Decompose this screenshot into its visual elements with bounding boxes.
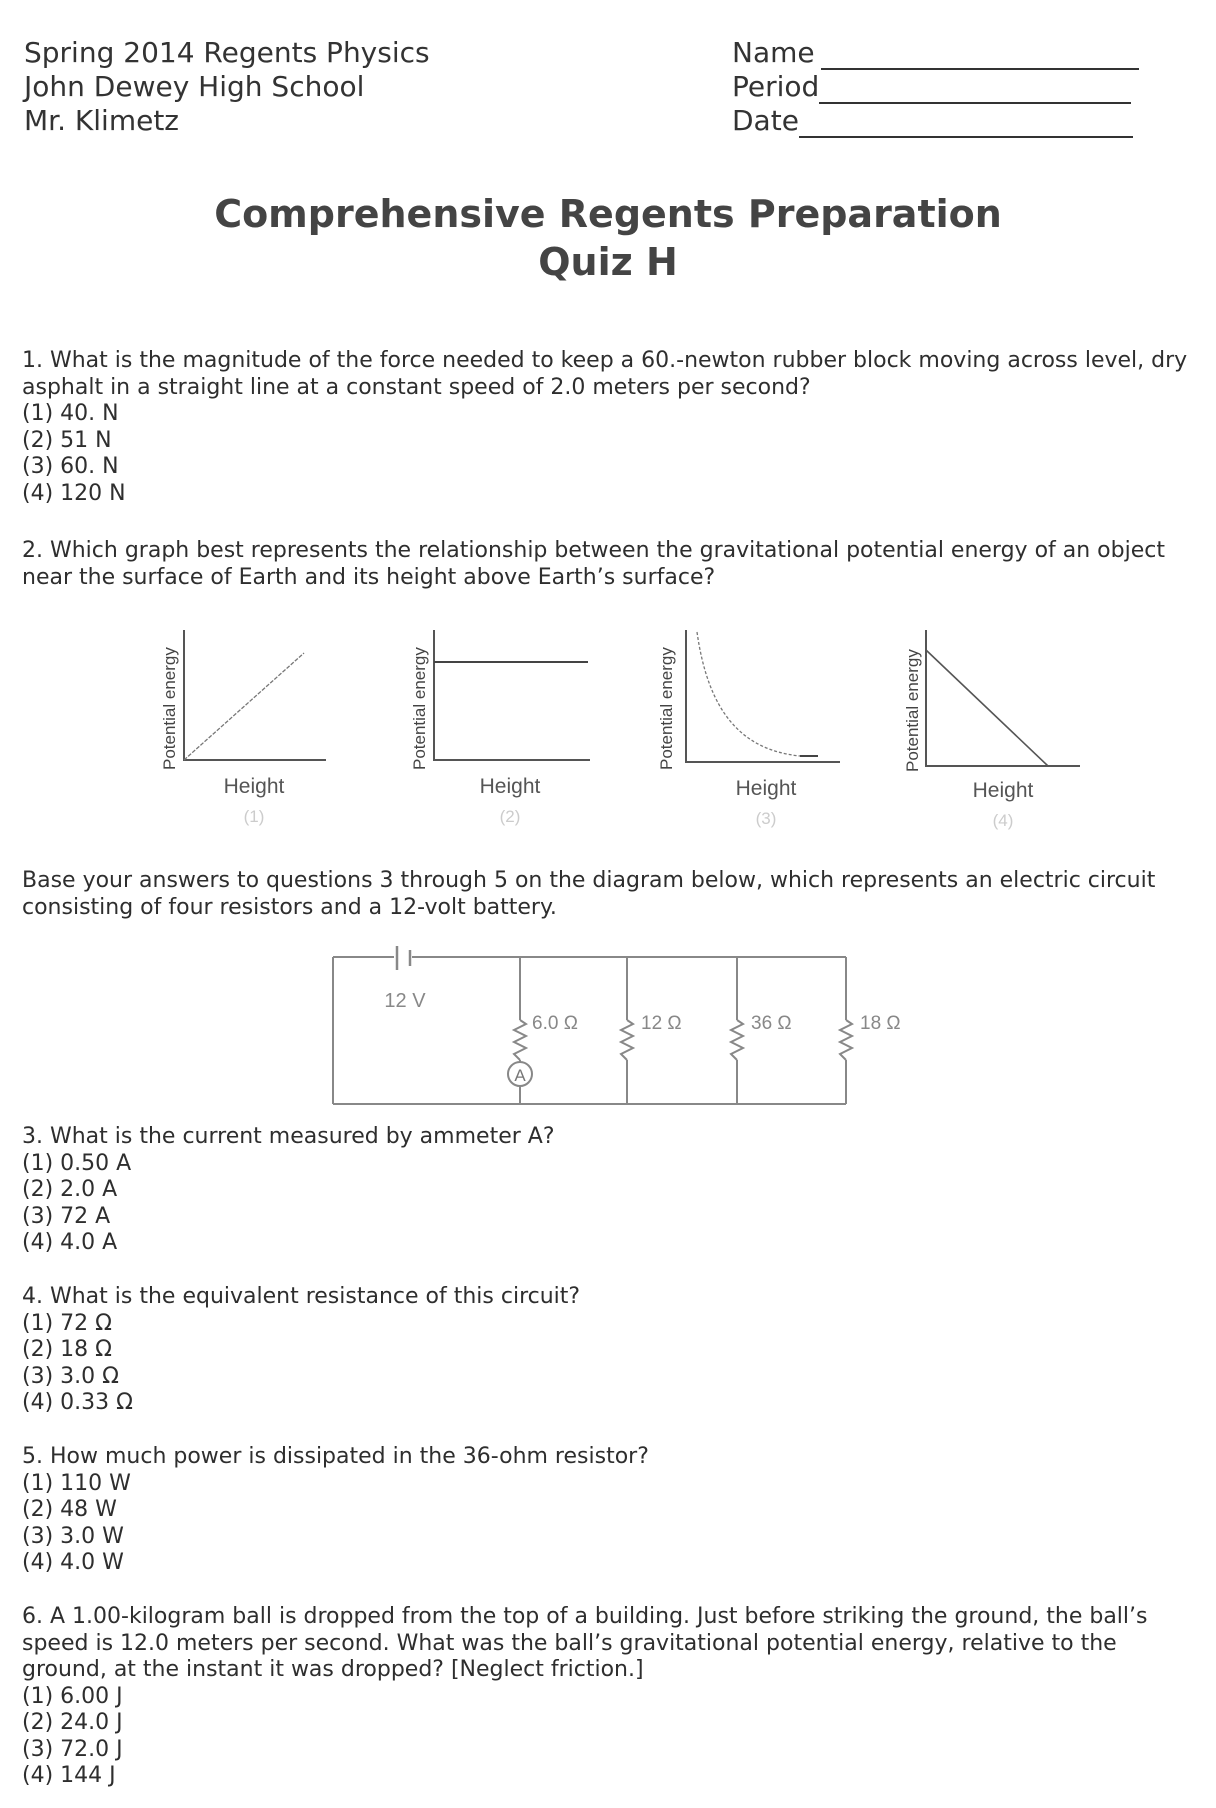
resistor-label: 36 Ω: [751, 1013, 792, 1034]
answer-option: (4) 4.0 W: [22, 1550, 124, 1575]
question-4: [22, 1284, 1202, 1417]
answer-option: (3) 3.0 W: [22, 1523, 124, 1549]
answer-option: (1) 110 W: [22, 1470, 131, 1496]
x-axis-label: Height: [479, 775, 541, 798]
course-name: Spring 2014 Regents Physics: [24, 36, 430, 69]
answer-option: (1) 72 Ω: [22, 1310, 112, 1336]
y-axis-label: Potential energy: [160, 647, 179, 770]
question-text: 4. What is the equivalent resistance of this circuit?: [22, 1284, 581, 1309]
x-axis-label: Height: [223, 775, 285, 798]
answer-option: (4) 120 N: [22, 480, 126, 506]
answer-option: (2) 18 Ω: [22, 1337, 112, 1362]
teacher-name: Mr. Klimetz: [24, 104, 179, 137]
graph-options: [0, 600, 1216, 840]
graph-number: (4): [992, 811, 1014, 830]
answer-option: (1) 6.00 J: [22, 1683, 123, 1709]
answer-option: (2) 2.0 A: [22, 1177, 118, 1202]
graph-option-2: [410, 630, 590, 826]
school-name: John Dewey High School: [24, 70, 365, 103]
graph-number: (3): [755, 809, 777, 828]
question-2: [22, 538, 1202, 591]
y-axis-label: Potential energy: [903, 649, 922, 772]
question-text: 3. What is the current measured by ammeter A?: [22, 1124, 555, 1149]
question-text: 5. How much power is dissipated in the 36-ohm resistor?: [22, 1444, 649, 1469]
title-line-2: Quiz H: [538, 240, 678, 284]
student-fields: [732, 36, 1139, 138]
answer-option: (3) 3.0 Ω: [22, 1363, 119, 1389]
x-axis-label: Height: [735, 777, 797, 800]
resistor-label: 18 Ω: [860, 1013, 901, 1034]
resistor-label: 6.0 Ω: [532, 1013, 578, 1034]
answer-option: (2) 24.0 J: [22, 1710, 123, 1735]
x-axis-label: Height: [972, 779, 1034, 802]
answer-option: (3) 72 A: [22, 1203, 111, 1229]
date-label: Date: [732, 104, 799, 137]
battery-label: 12 V: [384, 990, 426, 1012]
graph-number: (2): [499, 807, 521, 826]
question-3: [22, 1124, 1202, 1257]
period-label: Period: [732, 70, 820, 103]
answer-option: (3) 72.0 J: [22, 1736, 123, 1762]
question-text: 6. A 1.00-kilogram ball is dropped from the top of a building. Just before striking the ground, the ball’s speed is 12.0 meters per second. What was the ball’s gravitational potential energy, relative to the ground, at the instant it was dropped? [Neglect friction.]: [22, 1604, 1148, 1682]
graph-number: (1): [243, 807, 265, 826]
page-title: [0, 190, 1216, 286]
question-6: [22, 1604, 1202, 1790]
answer-option: (3) 60. N: [22, 454, 119, 479]
period-blank[interactable]: [819, 78, 1131, 104]
answer-option: (4) 144 J: [22, 1763, 116, 1788]
circuit-diagram: [0, 944, 1216, 1124]
graph-option-3: [657, 630, 840, 828]
question-5: [22, 1444, 1202, 1577]
question-text: 1. What is the magnitude of the force needed to keep a 60.-newton rubber block moving across level, dry asphalt in a straight line at a constant speed of 2.0 meters per second?: [22, 348, 1188, 400]
answer-option: (2) 48 W: [22, 1497, 117, 1522]
title-line-1: Comprehensive Regents Preparation: [214, 192, 1002, 236]
date-blank[interactable]: [799, 112, 1133, 138]
name-blank[interactable]: [821, 44, 1139, 70]
graph-option-1: [160, 630, 326, 826]
course-info: [24, 36, 430, 138]
answer-option: (1) 40. N: [22, 401, 119, 426]
answer-option: (1) 0.50 A: [22, 1150, 132, 1176]
graph-option-4: [903, 630, 1080, 830]
answer-option: (2) 51 N: [22, 427, 112, 453]
circuit-intro-text: Base your answers to questions 3 through 5 on the diagram below, which represents an electric circuit consisting of four resistors and a 12-volt battery.: [22, 868, 1156, 920]
resistor-label: 12 Ω: [641, 1013, 682, 1034]
question-text: 2. Which graph best represents the relationship between the gravitational potential energy of an object near the surface of Earth and its height above Earth’s surface?: [22, 538, 1165, 590]
answer-option: (4) 0.33 Ω: [22, 1390, 133, 1415]
answer-option: (4) 4.0 A: [22, 1230, 118, 1255]
name-label: Name: [732, 36, 815, 69]
circuit-intro: [22, 868, 1202, 921]
ammeter-label: A: [514, 1066, 526, 1085]
y-axis-label: Potential energy: [410, 647, 429, 770]
question-1: [22, 348, 1202, 507]
y-axis-label: Potential energy: [657, 647, 676, 770]
